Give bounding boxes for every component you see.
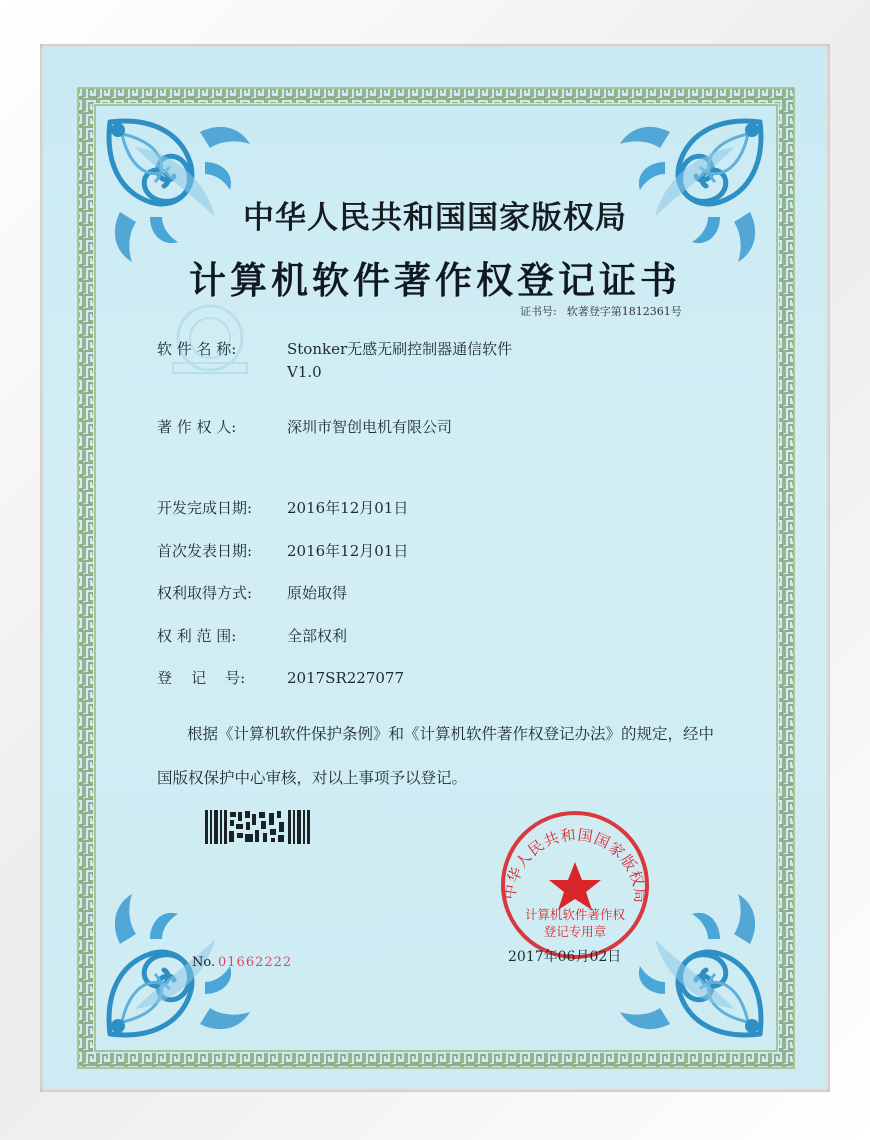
certificate-number-label: 证书号: (520, 305, 557, 318)
field-label: 著 作 权 人: (157, 418, 237, 436)
field-value: 原始取得 (287, 584, 348, 602)
official-seal (490, 800, 660, 970)
barcode-icon (205, 810, 315, 844)
field-publish-date (157, 540, 408, 561)
field-completion-date (157, 497, 408, 518)
certificate-title: 计算机软件著作权登记证书 (189, 258, 681, 302)
authority-title: 中华人民共和国国家版权局 (243, 200, 627, 236)
certificate-number (520, 303, 692, 319)
field-value: 2017SR227077 (287, 669, 405, 687)
field-acquisition-method (157, 582, 347, 603)
field-value-version: V1.0 (287, 363, 322, 381)
seal-text-line2: 登记专用章 (543, 924, 607, 939)
field-copyright-owner (157, 416, 452, 437)
field-value: 全部权利 (287, 627, 348, 645)
field-value: 2016年12月01日 (287, 499, 409, 517)
serial-label: No. (192, 955, 216, 970)
seal-ring-text: 中华人民共和国国家版权局 (500, 825, 650, 905)
field-label: 软 件 名 称: (157, 340, 237, 358)
serial-number: 01662222 (218, 955, 293, 970)
field-value: 2016年12月01日 (287, 542, 409, 560)
field-label: 权 利 范 围: (157, 627, 237, 645)
field-value: Stonker无感无刷控制器通信软件 (287, 340, 513, 358)
seal-text-line1: 计算机软件著作权 (524, 907, 625, 922)
field-registration-number (157, 667, 404, 688)
field-label: 首次发表日期: (157, 542, 253, 560)
issue-date: 2017年06月02日 (508, 949, 622, 965)
statement-paragraph: 根据《计算机软件保护条例》和《计算机软件著作权登记办法》的规定，经中国版权保护中心审核，对以上事项予以登记。 (157, 725, 715, 787)
field-software-name (157, 338, 512, 381)
star-icon (549, 862, 601, 910)
field-label: 权利取得方式: (157, 584, 253, 602)
field-label: 登 记 号: (157, 669, 246, 687)
field-label: 开发完成日期: (157, 499, 253, 517)
certificate-number-value: 软著登字第1812361号 (566, 305, 682, 318)
field-value: 深圳市智创电机有限公司 (287, 418, 453, 436)
field-rights-scope (157, 625, 347, 646)
